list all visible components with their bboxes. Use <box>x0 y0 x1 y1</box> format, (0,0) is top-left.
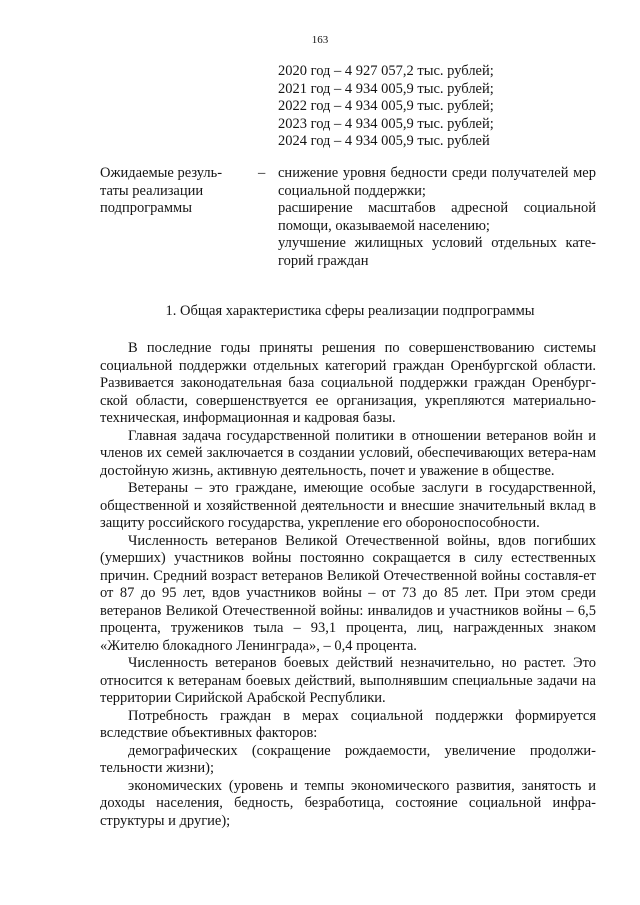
expected-result-item: улучшение жилищных условий отдельных кате-горий граждан <box>278 235 596 269</box>
factor-economic: экономических (уровень и темпы экономического развития, занятость и доходы населения, бедность, безработица, состояние социальной инфра-структуры и другие); <box>100 777 596 829</box>
section-heading: 1. Общая характеристика сферы реализации подпрограммы <box>165 303 535 319</box>
paragraph-veterans-definition: Ветераны – это граждане, имеющие особые заслуги в государственной, общественной и хозяйственной деятельности и внесшие значительный вклад в защиту российского государства, укрепление его обороноспособности. <box>100 480 596 531</box>
paragraph-main-task: Главная задача государственной политики в отношении ветеранов войн и членов их семей заключается в создании условий, обеспечивающих ветера-нам достойную жизнь, активную деятельность, почет и уважение в обществе. <box>100 427 596 479</box>
funding-schedule <box>278 63 494 151</box>
expected-result-item: расширение масштабов адресной социальной помощи, оказываемой населению; <box>278 200 596 234</box>
paragraph-combat-veterans: Численность ветеранов боевых действий незначительно, но растет. Это относится к ветеранам боевых действий, выполнявшим специальные задачи на территории Сирийской Арабской Республики. <box>100 655 596 706</box>
expected-results-list <box>278 165 596 270</box>
expected-results-label: Ожидаемые резуль-таты реализации подпрограммы <box>100 165 223 216</box>
section-body <box>100 340 596 830</box>
paragraph-needs: Потребность граждан в мерах социальной поддержки формируется вследствие объективных факторов: <box>100 707 596 741</box>
funding-line-2020: 2020 год – 4 927 057,2 тыс. рублей; <box>278 63 494 79</box>
page-number: 163 <box>311 34 329 46</box>
expected-results-dash: – <box>258 165 266 181</box>
funding-line-2021: 2021 год – 4 934 005,9 тыс. рублей; <box>278 80 494 97</box>
funding-line-2022: 2022 год – 4 934 005,9 тыс. рублей; <box>278 98 494 114</box>
factor-demographic: демографических (сокращение рождаемости, увеличение продолжи-тельности жизни); <box>100 742 596 776</box>
paragraph-veterans-count: Численность ветеранов Великой Отечественной войны, вдов погибших (умерших) участников войны постоянно сокращается в силу естественных причин. Средний возраст ветеранов Великой Отечественной войны составля-ет от 87 до 95 лет, вдов участников войны – от 73 до 85 лет. При этом среди ветеранов Великой Отечественной войны: инвалидов и участников войны – 6,5 процента, тружеников тыла – 93,1 процента, лиц, награжденных знаком «Жителю блокадного Ленинграда», – 0,4 процента. <box>100 532 596 654</box>
paragraph-legislation: В последние годы приняты решения по совершенствованию системы социальной поддержки отдельных категорий граждан Оренбургской области. Развивается законодательная база социальной поддержки граждан Оренбург-ской области, совершенствуется ее организация, укрепляются материально-техническая, информационная и кадровая базы. <box>100 340 596 426</box>
funding-line-2023: 2023 год – 4 934 005,9 тыс. рублей; <box>278 115 494 132</box>
funding-line-2024: 2024 год – 4 934 005,9 тыс. рублей <box>278 133 490 149</box>
expected-result-item: снижение уровня бедности среди получателей мер социальной поддержки; <box>278 165 596 199</box>
